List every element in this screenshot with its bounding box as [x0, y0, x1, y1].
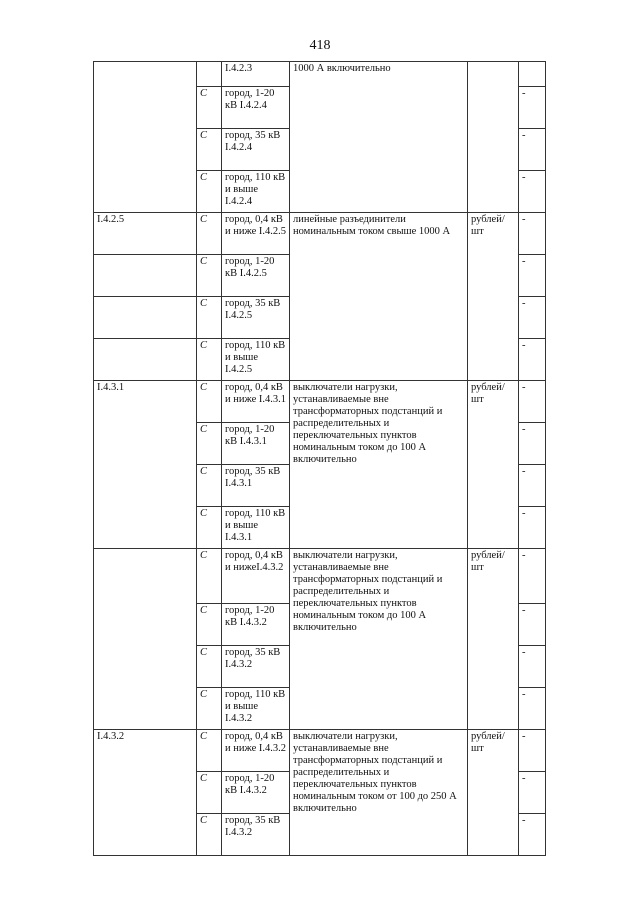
description-cell: выключатели нагрузки, устанавливаемые вне трансформаторных подстанций и распределительных и переключательных пунктов номинальным током до 100 А включительно: [290, 549, 468, 730]
subitem-cell: город, 35 кВ I.4.3.1: [222, 465, 290, 507]
subitem-cell: город, 35 кВ I.4.3.2: [222, 814, 290, 856]
unit-cell: рублей/шт: [468, 213, 519, 381]
value-cell: -: [519, 339, 546, 381]
code-cell: C: [197, 465, 222, 507]
code-cell: C: [197, 772, 222, 814]
subitem-cell: город, 110 кВ и выше I.4.3.1: [222, 507, 290, 549]
value-cell: -: [519, 465, 546, 507]
value-cell: -: [519, 129, 546, 171]
code-cell: C: [197, 297, 222, 339]
value-cell: -: [519, 423, 546, 465]
code-cell: C: [197, 814, 222, 856]
description-cell: выключатели нагрузки, устанавливаемые вне трансформаторных подстанций и распределительных и переключательных пунктов номинальным током до 100 А включительно: [290, 381, 468, 549]
row-id-cell: [94, 339, 197, 381]
subitem-cell: город, 110 кВ и выше I.4.3.2: [222, 688, 290, 730]
table-row: [94, 213, 546, 255]
table-row: [94, 62, 546, 87]
row-id-cell: [94, 62, 197, 213]
subitem-cell: город, 0,4 кВ и ниже I.4.3.2: [222, 730, 290, 772]
description-cell: выключатели нагрузки, устанавливаемые вне трансформаторных подстанций и распределительных и переключательных пунктов номинальным током от 100 до 250 А включительно: [290, 730, 468, 856]
subitem-cell: город, 35 кВ I.4.2.5: [222, 297, 290, 339]
row-id-cell: I.4.2.5: [94, 213, 197, 255]
subitem-cell: город, 1-20 кВ I.4.3.1: [222, 423, 290, 465]
value-cell: -: [519, 730, 546, 772]
description-cell: линейные разъединители номинальным током свыше 1000 А: [290, 213, 468, 381]
value-cell: -: [519, 381, 546, 423]
page-number: 418: [309, 38, 331, 53]
value-cell: -: [519, 507, 546, 549]
table-row: [94, 381, 546, 423]
code-cell: [197, 62, 222, 87]
value-cell: -: [519, 604, 546, 646]
value-cell: -: [519, 87, 546, 129]
subitem-cell: город, 1-20 кВ I.4.2.5: [222, 255, 290, 297]
row-id-cell: [94, 549, 197, 730]
row-id-cell: I.4.3.1: [94, 381, 197, 549]
unit-cell: рублей/шт: [468, 381, 519, 549]
code-cell: C: [197, 129, 222, 171]
description-cell: 1000 А включительно: [290, 62, 468, 213]
subitem-cell: город, 110 кВ и выше I.4.2.5: [222, 339, 290, 381]
code-cell: C: [197, 507, 222, 549]
code-cell: C: [197, 213, 222, 255]
tariff-table: [93, 61, 546, 856]
value-cell: -: [519, 549, 546, 604]
subitem-cell: город, 0,4 кВ и ниже I.4.3.1: [222, 381, 290, 423]
code-cell: C: [197, 255, 222, 297]
value-cell: -: [519, 646, 546, 688]
value-cell: [519, 62, 546, 87]
code-cell: C: [197, 339, 222, 381]
subitem-cell: город, 35 кВ I.4.2.4: [222, 129, 290, 171]
value-cell: -: [519, 213, 546, 255]
unit-cell: рублей/шт: [468, 549, 519, 730]
value-cell: -: [519, 255, 546, 297]
table-row: [94, 549, 546, 604]
code-cell: C: [197, 688, 222, 730]
subitem-cell: город, 0,4 кВ и ниже I.4.2.5: [222, 213, 290, 255]
subitem-cell: город, 1-20 кВ I.4.3.2: [222, 604, 290, 646]
code-cell: C: [197, 423, 222, 465]
value-cell: -: [519, 171, 546, 213]
code-cell: C: [197, 381, 222, 423]
table-row: [94, 730, 546, 772]
subitem-cell: город, 35 кВ I.4.3.2: [222, 646, 290, 688]
code-cell: C: [197, 730, 222, 772]
code-cell: C: [197, 171, 222, 213]
row-id-cell: I.4.3.2: [94, 730, 197, 856]
unit-cell: рублей/шт: [468, 730, 519, 856]
value-cell: -: [519, 688, 546, 730]
subitem-cell: город, 1-20 кВ I.4.2.4: [222, 87, 290, 129]
subitem-cell: город, 1-20 кВ I.4.3.2: [222, 772, 290, 814]
code-cell: C: [197, 646, 222, 688]
value-cell: -: [519, 772, 546, 814]
subitem-cell: город, 110 кВ и выше I.4.2.4: [222, 171, 290, 213]
code-cell: C: [197, 604, 222, 646]
row-id-cell: [94, 297, 197, 339]
value-cell: -: [519, 814, 546, 856]
code-cell: C: [197, 549, 222, 604]
code-cell: C: [197, 87, 222, 129]
row-id-cell: [94, 255, 197, 297]
value-cell: -: [519, 297, 546, 339]
subitem-cell: город, 0,4 кВ и нижеI.4.3.2: [222, 549, 290, 604]
subitem-cell: I.4.2.3: [222, 62, 290, 87]
unit-cell: [468, 62, 519, 213]
